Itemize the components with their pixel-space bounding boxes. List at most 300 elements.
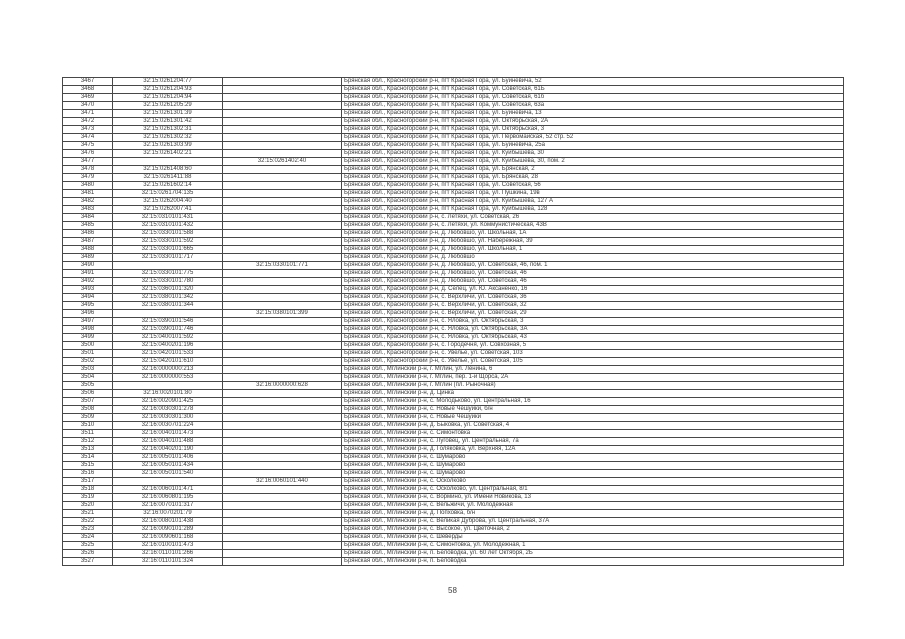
secondary-cadastral-number-cell	[223, 150, 342, 158]
secondary-cadastral-number-cell	[223, 126, 342, 134]
table-row	[63, 454, 844, 462]
cadastral-number-cell: 32:15:0261205:29	[113, 102, 223, 110]
cadastral-number-cell: 32:16:0100101:473	[113, 542, 223, 550]
address-cell: Брянская обл., Мглинский р-н, с. Молодьково, ул. Центральная, 16	[342, 398, 844, 406]
address-cell: Брянская обл., Мглинский р-н, п. Беловодка	[342, 558, 844, 566]
address-cell: Брянская обл., Красногорский р-н, д. Селец, ул. Ю. Аксаненко, 16	[342, 286, 844, 294]
table-row	[63, 406, 844, 414]
table-row	[63, 174, 844, 182]
row-number-cell: 3513	[63, 446, 113, 454]
secondary-cadastral-number-cell	[223, 182, 342, 190]
address-cell: Брянская обл., Красногорский р-н, пгт Красная Гора, ул. Советская, 61Б	[342, 86, 844, 94]
row-number-cell: 3512	[63, 438, 113, 446]
row-number-cell: 3480	[63, 182, 113, 190]
address-cell: Брянская обл., Мглинский р-н, с. Осколково	[342, 478, 844, 486]
row-number-cell: 3495	[63, 302, 113, 310]
table-row	[63, 182, 844, 190]
cadastral-number-cell: 32:15:0261204:77	[113, 78, 223, 86]
row-number-cell: 3508	[63, 406, 113, 414]
secondary-cadastral-number-cell	[223, 142, 342, 150]
page-number: 58	[448, 586, 457, 595]
address-cell: Брянская обл., Красногорский р-н, с. Увелье, ул. Советская, 105	[342, 358, 844, 366]
table-row	[63, 502, 844, 510]
secondary-cadastral-number-cell	[223, 350, 342, 358]
cadastral-number-cell: 32:16:0050101:406	[113, 454, 223, 462]
cadastral-number-cell: 32:15:0330101:780	[113, 278, 223, 286]
address-cell: Брянская обл., Красногорский р-н, пгт Красная Гора, ул. Куйбышева, 127 А	[342, 198, 844, 206]
secondary-cadastral-number-cell	[223, 214, 342, 222]
row-number-cell: 3505	[63, 382, 113, 390]
table-row	[63, 246, 844, 254]
cadastral-table	[62, 77, 844, 566]
table-body	[63, 78, 844, 566]
cadastral-number-cell: 32:15:0420101:610	[113, 358, 223, 366]
secondary-cadastral-number-cell	[223, 510, 342, 518]
secondary-cadastral-number-cell	[223, 222, 342, 230]
secondary-cadastral-number-cell: 32:15:0330101:771	[223, 262, 342, 270]
row-number-cell: 3509	[63, 414, 113, 422]
secondary-cadastral-number-cell	[223, 558, 342, 566]
address-cell: Брянская обл., Мглинский р-н, с. Вормино, ул. Имени Новикова, 13	[342, 494, 844, 502]
address-cell: Брянская обл., Красногорский р-н, пгт Красная Гора, ул. Буйневича, 25а	[342, 142, 844, 150]
address-cell: Брянская обл., Красногорский р-н, пгт Красная Гора, ул. Первомайская, 52 стр. 52	[342, 134, 844, 142]
row-number-cell: 3475	[63, 142, 113, 150]
table-row	[63, 294, 844, 302]
secondary-cadastral-number-cell	[223, 238, 342, 246]
address-cell: Брянская обл., Красногорский р-н, с. Яловка, ул. Октябрьская, 43	[342, 334, 844, 342]
secondary-cadastral-number-cell	[223, 302, 342, 310]
address-cell: Брянская обл., Красногорский р-н, с. Верхличи, ул. Советская, 36	[342, 294, 844, 302]
table-row	[63, 86, 844, 94]
address-cell: Брянская обл., Красногорский р-н, пгт Красная Гора, ул. Советская, 63а	[342, 102, 844, 110]
cadastral-number-cell: 32:16:0070101:317	[113, 502, 223, 510]
address-cell: Брянская обл., Красногорский р-н, пгт Красная Гора, ул. Брянская, 28	[342, 174, 844, 182]
table-row	[63, 494, 844, 502]
secondary-cadastral-number-cell	[223, 134, 342, 142]
table-row	[63, 150, 844, 158]
row-number-cell: 3518	[63, 486, 113, 494]
row-number-cell: 3506	[63, 390, 113, 398]
cadastral-number-cell: 32:15:0261303:99	[113, 142, 223, 150]
row-number-cell: 3499	[63, 334, 113, 342]
secondary-cadastral-number-cell	[223, 462, 342, 470]
cadastral-number-cell	[113, 382, 223, 390]
address-cell: Брянская обл., Красногорский р-н, д. Любовшо, ул. Набережная, 39	[342, 238, 844, 246]
cadastral-number-cell: 32:16:0070201:79	[113, 510, 223, 518]
address-cell: Брянская обл., Красногорский р-н, пгт Красная Гора, ул. Куйбышева, 30	[342, 150, 844, 158]
cadastral-number-cell: 32:15:0261411:88	[113, 174, 223, 182]
address-cell: Брянская обл., Красногорский р-н, пгт Красная Гора, ул. Куйбышева, 128	[342, 206, 844, 214]
cadastral-number-cell: 32:16:0000000:213	[113, 366, 223, 374]
secondary-cadastral-number-cell	[223, 438, 342, 446]
table-row	[63, 206, 844, 214]
address-cell: Брянская обл., Красногорский р-н, с. Верхличи, ул. Советская, 32	[342, 302, 844, 310]
table-row	[63, 254, 844, 262]
cadastral-number-cell: 32:15:0310101:432	[113, 222, 223, 230]
table-row	[63, 166, 844, 174]
cadastral-number-cell: 32:16:0090101:289	[113, 526, 223, 534]
row-number-cell: 3500	[63, 342, 113, 350]
secondary-cadastral-number-cell	[223, 94, 342, 102]
table-row	[63, 358, 844, 366]
secondary-cadastral-number-cell: 32:15:0261402:40	[223, 158, 342, 166]
cadastral-number-cell: 32:16:0030701:224	[113, 422, 223, 430]
table-row	[63, 438, 844, 446]
row-number-cell: 3523	[63, 526, 113, 534]
table-row	[63, 518, 844, 526]
cadastral-number-cell: 32:16:0040101:473	[113, 430, 223, 438]
address-cell: Брянская обл., Мглинский р-н, с. Шеверды	[342, 534, 844, 542]
table-row	[63, 134, 844, 142]
table-row	[63, 414, 844, 422]
address-cell: Брянская обл., Мглинский р-н, с. Шумарово	[342, 462, 844, 470]
row-number-cell: 3524	[63, 534, 113, 542]
row-number-cell: 3515	[63, 462, 113, 470]
cadastral-number-cell: 32:15:0261301:39	[113, 110, 223, 118]
secondary-cadastral-number-cell	[223, 518, 342, 526]
table-row	[63, 214, 844, 222]
address-cell: Брянская обл., Красногорский р-н, д. Любовшо	[342, 254, 844, 262]
secondary-cadastral-number-cell	[223, 254, 342, 262]
table-row	[63, 102, 844, 110]
address-cell: Брянская обл., Мглинский р-н, п. Беловодка, ул. 60 лет Октября, 2Б	[342, 550, 844, 558]
table-row	[63, 526, 844, 534]
table-row	[63, 510, 844, 518]
row-number-cell: 3527	[63, 558, 113, 566]
secondary-cadastral-number-cell	[223, 102, 342, 110]
row-number-cell: 3492	[63, 278, 113, 286]
row-number-cell: 3471	[63, 110, 113, 118]
address-cell: Брянская обл., Красногорский р-н, пгт Красная Гора, ул. Октябрьская, 3	[342, 126, 844, 134]
row-number-cell: 3525	[63, 542, 113, 550]
cadastral-number-cell: 32:16:0110101:324	[113, 558, 223, 566]
address-cell: Брянская обл., Красногорский р-н, д. Любовшо, ул. Советская, 46, пом. 1	[342, 262, 844, 270]
table-row	[63, 270, 844, 278]
address-cell: Брянская обл., Мглинский р-н, д. Быковка, ул. Советская, 4	[342, 422, 844, 430]
secondary-cadastral-number-cell	[223, 454, 342, 462]
cadastral-number-cell: 32:16:0040201:190	[113, 446, 223, 454]
row-number-cell: 3493	[63, 286, 113, 294]
cadastral-number-cell: 32:15:0261302:32	[113, 134, 223, 142]
table-row	[63, 478, 844, 486]
table-row	[63, 110, 844, 118]
table-row	[63, 230, 844, 238]
table-row	[63, 462, 844, 470]
cadastral-number-cell	[113, 158, 223, 166]
secondary-cadastral-number-cell	[223, 494, 342, 502]
cadastral-number-cell: 32:15:0380101:342	[113, 294, 223, 302]
table-row	[63, 142, 844, 150]
secondary-cadastral-number-cell	[223, 398, 342, 406]
secondary-cadastral-number-cell	[223, 110, 342, 118]
secondary-cadastral-number-cell	[223, 278, 342, 286]
secondary-cadastral-number-cell	[223, 542, 342, 550]
row-number-cell: 3474	[63, 134, 113, 142]
table-row	[63, 318, 844, 326]
cadastral-number-cell: 32:16:0110101:266	[113, 550, 223, 558]
address-cell: Брянская обл., Мглинский р-н, с. Высокое, ул. Цветочная, 2	[342, 526, 844, 534]
row-number-cell: 3478	[63, 166, 113, 174]
cadastral-number-cell: 32:15:0330101:775	[113, 270, 223, 278]
table-row	[63, 198, 844, 206]
row-number-cell: 3469	[63, 94, 113, 102]
secondary-cadastral-number-cell	[223, 174, 342, 182]
row-number-cell: 3489	[63, 254, 113, 262]
secondary-cadastral-number-cell	[223, 270, 342, 278]
table-row	[63, 486, 844, 494]
cadastral-number-cell: 32:16:0030301:300	[113, 414, 223, 422]
cadastral-number-cell: 32:16:0080101:438	[113, 518, 223, 526]
row-number-cell: 3487	[63, 238, 113, 246]
cadastral-number-cell: 32:16:0020901:425	[113, 398, 223, 406]
row-number-cell: 3504	[63, 374, 113, 382]
table-row	[63, 118, 844, 126]
table-row	[63, 302, 844, 310]
row-number-cell: 3521	[63, 510, 113, 518]
cadastral-number-cell: 32:15:0261704:135	[113, 190, 223, 198]
row-number-cell: 3483	[63, 206, 113, 214]
cadastral-number-cell: 32:16:0060801:195	[113, 494, 223, 502]
secondary-cadastral-number-cell	[223, 366, 342, 374]
address-cell: Брянская обл., Мглинский р-н, д. Голяковка, ул. Верхняя, 12А	[342, 446, 844, 454]
secondary-cadastral-number-cell	[223, 470, 342, 478]
table-row	[63, 446, 844, 454]
secondary-cadastral-number-cell: 32:16:0000000:628	[223, 382, 342, 390]
secondary-cadastral-number-cell	[223, 190, 342, 198]
cadastral-number-cell: 32:15:0390101:746	[113, 326, 223, 334]
row-number-cell: 3507	[63, 398, 113, 406]
row-number-cell: 3526	[63, 550, 113, 558]
address-cell: Брянская обл., Мглинский р-н, г. Мглин, ул. Ленина, 6	[342, 366, 844, 374]
table-row	[63, 94, 844, 102]
address-cell: Брянская обл., Мглинский р-н, с. Шумарово	[342, 470, 844, 478]
row-number-cell: 3467	[63, 78, 113, 86]
row-number-cell: 3490	[63, 262, 113, 270]
address-cell: Брянская обл., Мглинский р-н, с. Вельжичи, ул. Молодежная	[342, 502, 844, 510]
secondary-cadastral-number-cell: 32:15:0380101:399	[223, 310, 342, 318]
address-cell: Брянская обл., Мглинский р-н, с. Осколково, ул. Центральная, 8/1	[342, 486, 844, 494]
table-row	[63, 286, 844, 294]
secondary-cadastral-number-cell	[223, 526, 342, 534]
cadastral-number-cell: 32:16:0040101:488	[113, 438, 223, 446]
cadastral-number-cell: 32:15:0261204:93	[113, 86, 223, 94]
address-cell: Брянская обл., Мглинский р-н, г. Мглин, пер. 1-й Щорса, 2А	[342, 374, 844, 382]
row-number-cell: 3481	[63, 190, 113, 198]
row-number-cell: 3473	[63, 126, 113, 134]
cadastral-number-cell	[113, 478, 223, 486]
address-cell: Брянская обл., Красногорский р-н, пгт Красная Гора, ул. Советская, 61б	[342, 94, 844, 102]
secondary-cadastral-number-cell	[223, 318, 342, 326]
address-cell: Брянская обл., Красногорский р-н, с. Летяхи, ул. Коммунистическая, 43В	[342, 222, 844, 230]
secondary-cadastral-number-cell	[223, 374, 342, 382]
address-cell: Брянская обл., Красногорский р-н, пгт Красная Гора, ул. Октябрьская, 2А	[342, 118, 844, 126]
address-cell: Брянская обл., Красногорский р-н, пгт Красная Гора, ул. Пушкина, 19в	[342, 190, 844, 198]
table-row	[63, 126, 844, 134]
cadastral-number-cell: 32:15:0330101:592	[113, 238, 223, 246]
row-number-cell: 3498	[63, 326, 113, 334]
table-row	[63, 534, 844, 542]
row-number-cell: 3485	[63, 222, 113, 230]
table-row	[63, 334, 844, 342]
cadastral-number-cell: 32:15:0380101:344	[113, 302, 223, 310]
cadastral-number-cell: 32:16:0050101:540	[113, 470, 223, 478]
address-cell: Брянская обл., Красногорский р-н, с. Увелье, ул. Советская, 103	[342, 350, 844, 358]
row-number-cell: 3477	[63, 158, 113, 166]
cadastral-number-cell: 32:15:0360101:320	[113, 286, 223, 294]
secondary-cadastral-number-cell	[223, 534, 342, 542]
cadastral-number-cell: 32:15:0330101:665	[113, 246, 223, 254]
table-row	[63, 278, 844, 286]
cadastral-number-cell: 32:16:0020101:80	[113, 390, 223, 398]
table-row	[63, 342, 844, 350]
row-number-cell: 3522	[63, 518, 113, 526]
secondary-cadastral-number-cell	[223, 342, 342, 350]
address-cell: Брянская обл., Красногорский р-н, пгт Красная Гора, ул. Буйневича, 13	[342, 110, 844, 118]
table-row	[63, 382, 844, 390]
address-cell: Брянская обл., Мглинский р-н, с. Новые Чешуйки	[342, 414, 844, 422]
table-row	[63, 222, 844, 230]
address-cell: Брянская обл., Мглинский р-н, с. Симонтовка	[342, 430, 844, 438]
address-cell: Брянская обл., Красногорский р-н, пгт Красная Гора, ул. Буйневича, 52	[342, 78, 844, 86]
address-cell: Брянская обл., Мглинский р-н, с. Шумарово	[342, 454, 844, 462]
row-number-cell: 3472	[63, 118, 113, 126]
table-row	[63, 542, 844, 550]
row-number-cell: 3491	[63, 270, 113, 278]
row-number-cell: 3517	[63, 478, 113, 486]
row-number-cell: 3516	[63, 470, 113, 478]
cadastral-number-cell: 32:15:0261302:31	[113, 126, 223, 134]
table-row	[63, 422, 844, 430]
address-cell: Брянская обл., Красногорский р-н, пгт Красная Гора, ул. Куйбышева, 30, пом. 2	[342, 158, 844, 166]
secondary-cadastral-number-cell	[223, 422, 342, 430]
secondary-cadastral-number-cell	[223, 358, 342, 366]
secondary-cadastral-number-cell	[223, 406, 342, 414]
cadastral-number-cell: 32:16:0060101:471	[113, 486, 223, 494]
address-cell: Брянская обл., Красногорский р-н, с. Городечня, ул. Совхозная, 5	[342, 342, 844, 350]
secondary-cadastral-number-cell	[223, 486, 342, 494]
cadastral-number-cell: 32:15:0261602:14	[113, 182, 223, 190]
address-cell: Брянская обл., Мглинский р-н, с. Новые Чешуйки, б/н	[342, 406, 844, 414]
cadastral-number-cell: 32:15:0390101:546	[113, 318, 223, 326]
cadastral-number-cell: 32:15:0261408:60	[113, 166, 223, 174]
cadastral-number-cell: 32:16:0030301:278	[113, 406, 223, 414]
secondary-cadastral-number-cell: 32:16:0060101:440	[223, 478, 342, 486]
secondary-cadastral-number-cell	[223, 78, 342, 86]
secondary-cadastral-number-cell	[223, 246, 342, 254]
table-row	[63, 190, 844, 198]
table-row	[63, 366, 844, 374]
secondary-cadastral-number-cell	[223, 390, 342, 398]
address-cell: Брянская обл., Мглинский р-н, г. Мглин (пл. Рыночная)	[342, 382, 844, 390]
address-cell: Брянская обл., Красногорский р-н, пгт Красная Гора, ул. Советская, 56	[342, 182, 844, 190]
secondary-cadastral-number-cell	[223, 550, 342, 558]
table-row	[63, 470, 844, 478]
table-row	[63, 238, 844, 246]
secondary-cadastral-number-cell	[223, 118, 342, 126]
secondary-cadastral-number-cell	[223, 230, 342, 238]
address-cell: Брянская обл., Красногорский р-н, д. Любовшо, ул. Школьная, 1	[342, 246, 844, 254]
row-number-cell: 3470	[63, 102, 113, 110]
row-number-cell: 3501	[63, 350, 113, 358]
row-number-cell: 3486	[63, 230, 113, 238]
row-number-cell: 3502	[63, 358, 113, 366]
row-number-cell: 3510	[63, 422, 113, 430]
secondary-cadastral-number-cell	[223, 294, 342, 302]
table-row	[63, 78, 844, 86]
cadastral-number-cell: 32:16:0050101:434	[113, 462, 223, 470]
table-row	[63, 558, 844, 566]
secondary-cadastral-number-cell	[223, 326, 342, 334]
table-row	[63, 390, 844, 398]
row-number-cell: 3476	[63, 150, 113, 158]
row-number-cell: 3497	[63, 318, 113, 326]
cadastral-number-cell: 32:16:0000000:553	[113, 374, 223, 382]
address-cell: Брянская обл., Красногорский р-н, с. Яловка, ул. Октябрьская, 3	[342, 318, 844, 326]
table-row	[63, 158, 844, 166]
cadastral-number-cell: 32:15:0400101:592	[113, 334, 223, 342]
cadastral-number-cell	[113, 310, 223, 318]
cadastral-number-cell: 32:15:0261301:42	[113, 118, 223, 126]
cadastral-number-cell: 32:15:0330101:717	[113, 254, 223, 262]
secondary-cadastral-number-cell	[223, 166, 342, 174]
address-cell: Брянская обл., Мглинский р-н, с. Великая Дуброва, ул. Центральная, 37А	[342, 518, 844, 526]
address-cell: Брянская обл., Мглинский р-н, д. Попховка, б/н	[342, 510, 844, 518]
table-row	[63, 374, 844, 382]
row-number-cell: 3482	[63, 198, 113, 206]
cadastral-number-cell: 32:15:0330101:588	[113, 230, 223, 238]
secondary-cadastral-number-cell	[223, 198, 342, 206]
secondary-cadastral-number-cell	[223, 206, 342, 214]
row-number-cell: 3494	[63, 294, 113, 302]
table-row	[63, 326, 844, 334]
cadastral-number-cell: 32:15:0262004:40	[113, 198, 223, 206]
table-row	[63, 350, 844, 358]
row-number-cell: 3511	[63, 430, 113, 438]
cadastral-number-cell: 32:15:0262007:41	[113, 206, 223, 214]
secondary-cadastral-number-cell	[223, 86, 342, 94]
row-number-cell: 3496	[63, 310, 113, 318]
cadastral-number-cell: 32:15:0261204:94	[113, 94, 223, 102]
row-number-cell: 3503	[63, 366, 113, 374]
address-cell: Брянская обл., Красногорский р-н, с. Верхличи, ул. Советская, 29	[342, 310, 844, 318]
secondary-cadastral-number-cell	[223, 414, 342, 422]
address-cell: Брянская обл., Красногорский р-н, пгт Красная Гора, ул. Брянская, 2	[342, 166, 844, 174]
table-row	[63, 550, 844, 558]
row-number-cell: 3479	[63, 174, 113, 182]
cadastral-number-cell: 32:15:0261402:21	[113, 150, 223, 158]
row-number-cell: 3484	[63, 214, 113, 222]
address-cell: Брянская обл., Красногорский р-н, д. Любовшо, ул. Школьная, 1А	[342, 230, 844, 238]
table-row	[63, 430, 844, 438]
cadastral-number-cell	[113, 262, 223, 270]
row-number-cell: 3520	[63, 502, 113, 510]
cadastral-number-cell: 32:15:0310101:431	[113, 214, 223, 222]
secondary-cadastral-number-cell	[223, 334, 342, 342]
cadastral-number-cell: 32:15:0420101:533	[113, 350, 223, 358]
address-cell: Брянская обл., Мглинский р-н, с. Симонтовка, ул. Молодежная, 1	[342, 542, 844, 550]
row-number-cell: 3519	[63, 494, 113, 502]
row-number-cell: 3488	[63, 246, 113, 254]
secondary-cadastral-number-cell	[223, 286, 342, 294]
secondary-cadastral-number-cell	[223, 430, 342, 438]
address-cell: Брянская обл., Красногорский р-н, с. Летяхи, ул. Советская, 26	[342, 214, 844, 222]
table-row	[63, 310, 844, 318]
secondary-cadastral-number-cell	[223, 502, 342, 510]
table-row	[63, 262, 844, 270]
secondary-cadastral-number-cell	[223, 446, 342, 454]
address-cell: Брянская обл., Мглинский р-н, д. Цинка	[342, 390, 844, 398]
address-cell: Брянская обл., Мглинский р-н, с. Луговец, ул. Центральная, 7а	[342, 438, 844, 446]
